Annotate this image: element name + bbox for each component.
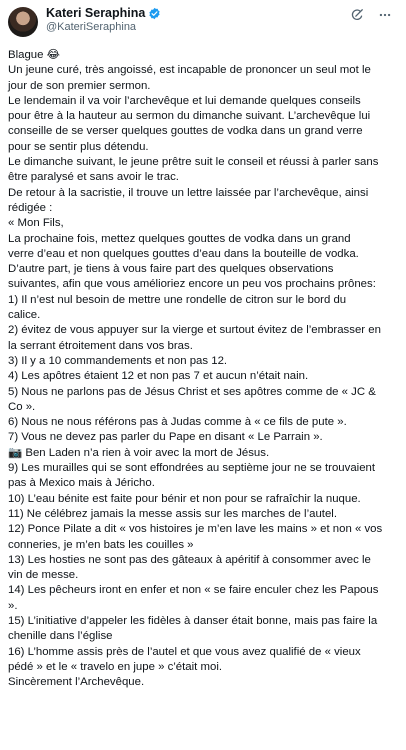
text-line: 16) L’homme assis près de l’autel et que vous avez qualifié de « vieux [8,645,361,658]
avatar[interactable] [8,7,38,37]
text-line: jour de son premier sermon. [8,79,151,92]
text-line: « Mon Fils, [8,217,64,230]
text-line: Co ». [8,400,36,413]
text-line: chenille dans l’église [8,630,113,643]
text-line: D’autre part, je tiens à vous faire part des quelques observations [8,263,334,276]
text-line: vin de messe. [8,569,79,582]
top-actions [350,8,392,22]
text-line: pour être à la hauteur au sermon du dimanche suivant. L’archevêque lui [8,110,371,123]
tweet-header [8,6,398,44]
text-line: 5) Nous ne parlons pas de Jésus Christ et ses apôtres comme de « JC & [8,385,376,398]
text-line: Sincèrement l’Archevêque. [8,676,145,689]
display-name[interactable]: Kateri Seraphina [46,6,146,20]
text-line: ». [8,599,18,612]
text-line: 1) Il n’est nul besoin de mettre une rondelle de citron sur le bord du [8,293,347,306]
text-line: rédigée : [8,201,53,214]
text-line: La prochaine fois, mettez quelques gouttes de vodka dans un grand [8,232,351,245]
text-line: Un jeune curé, très angoissé, est incapable de prononcer un seul mot le [8,64,371,77]
text-line: Le lendemain il va voir l’archevêque et lui demande quelques conseils [8,94,361,107]
text-line: 14) Les pêcheurs iront en enfer et non « se faire enculer chez les Papous [8,584,379,597]
text-line: Le dimanche suivant, le jeune prêtre suit le conseil et réussi à parler sans [8,156,379,169]
grok-icon[interactable] [350,8,364,22]
author-info [46,6,161,34]
text-line: conseille de se verser quelques gouttes de vodka dans un grand verre [8,125,363,138]
handle[interactable]: @KateriSeraphina [46,21,137,33]
text-line: la serrant étroitement dans vos bras. [8,339,193,352]
text-line: 6) Nous ne nous référons pas à Judas comme à « ce fils de pute ». [8,416,347,429]
tweet-text [8,48,398,690]
text-line: 7) Vous ne devez pas parler du Pape en disant « Le Parrain ». [8,431,323,444]
verified-badge-icon [148,7,161,20]
text-line: conneries, je m’en bats les couilles » [8,538,194,551]
text-line: 12) Ponce Pilate a dit « vos histoires je m’en lave les mains » et non « vos [8,523,383,536]
text-line: 2) évitez de vous appuyer sur la vierge et surtout évitez de l’embrasser en [8,324,381,337]
text-line: verre d’eau et non quelques gouttes d’eau dans la bouteille de vodka. [8,247,359,260]
more-icon[interactable] [378,8,392,22]
text-line: Blague 😂 [8,49,60,61]
text-line: 15) L’initiative d’appeler les fidèles à danser était bonne, mais pas faire la [8,614,378,627]
text-line: 10) L’eau bénite est faite pour bénir et non pour se rafraîchir la nuque. [8,492,361,505]
text-line: calice. [8,309,41,322]
text-line: 13) Les hosties ne sont pas des gâteaux à apéritif à consommer avec le [8,553,371,566]
text-line: pédé » et le « travelo en jupe » c’était moi. [8,660,223,673]
text-line: être paralysé et sans avoir le trac. [8,171,179,184]
text-line: pas à Mexico mais à Jéricho. [8,477,155,490]
text-line: suivantes, afin que vous amélioriez encore un peu vos prochains prônes: [8,278,376,291]
text-line: pour se sentir plus détendu. [8,140,149,153]
text-line: De retour à la sacristie, il trouve un lettre laissée par l’archevêque, ainsi [8,186,369,199]
text-line: 4) Les apôtres étaient 12 et non pas 7 et aucun n’était nain. [8,370,309,383]
text-line: 11) Ne célébrez jamais la messe assis sur les marches de l’autel. [8,507,337,520]
text-line: 9) Les murailles qui se sont effondrées au septième jour ne se trouvaient [8,462,376,475]
text-line: 📷 Ben Laden n’a rien à voir avec la mort de Jésus. [8,446,270,459]
name-row [46,6,161,20]
text-line: 3) Il y a 10 commandements et non pas 12. [8,354,228,367]
